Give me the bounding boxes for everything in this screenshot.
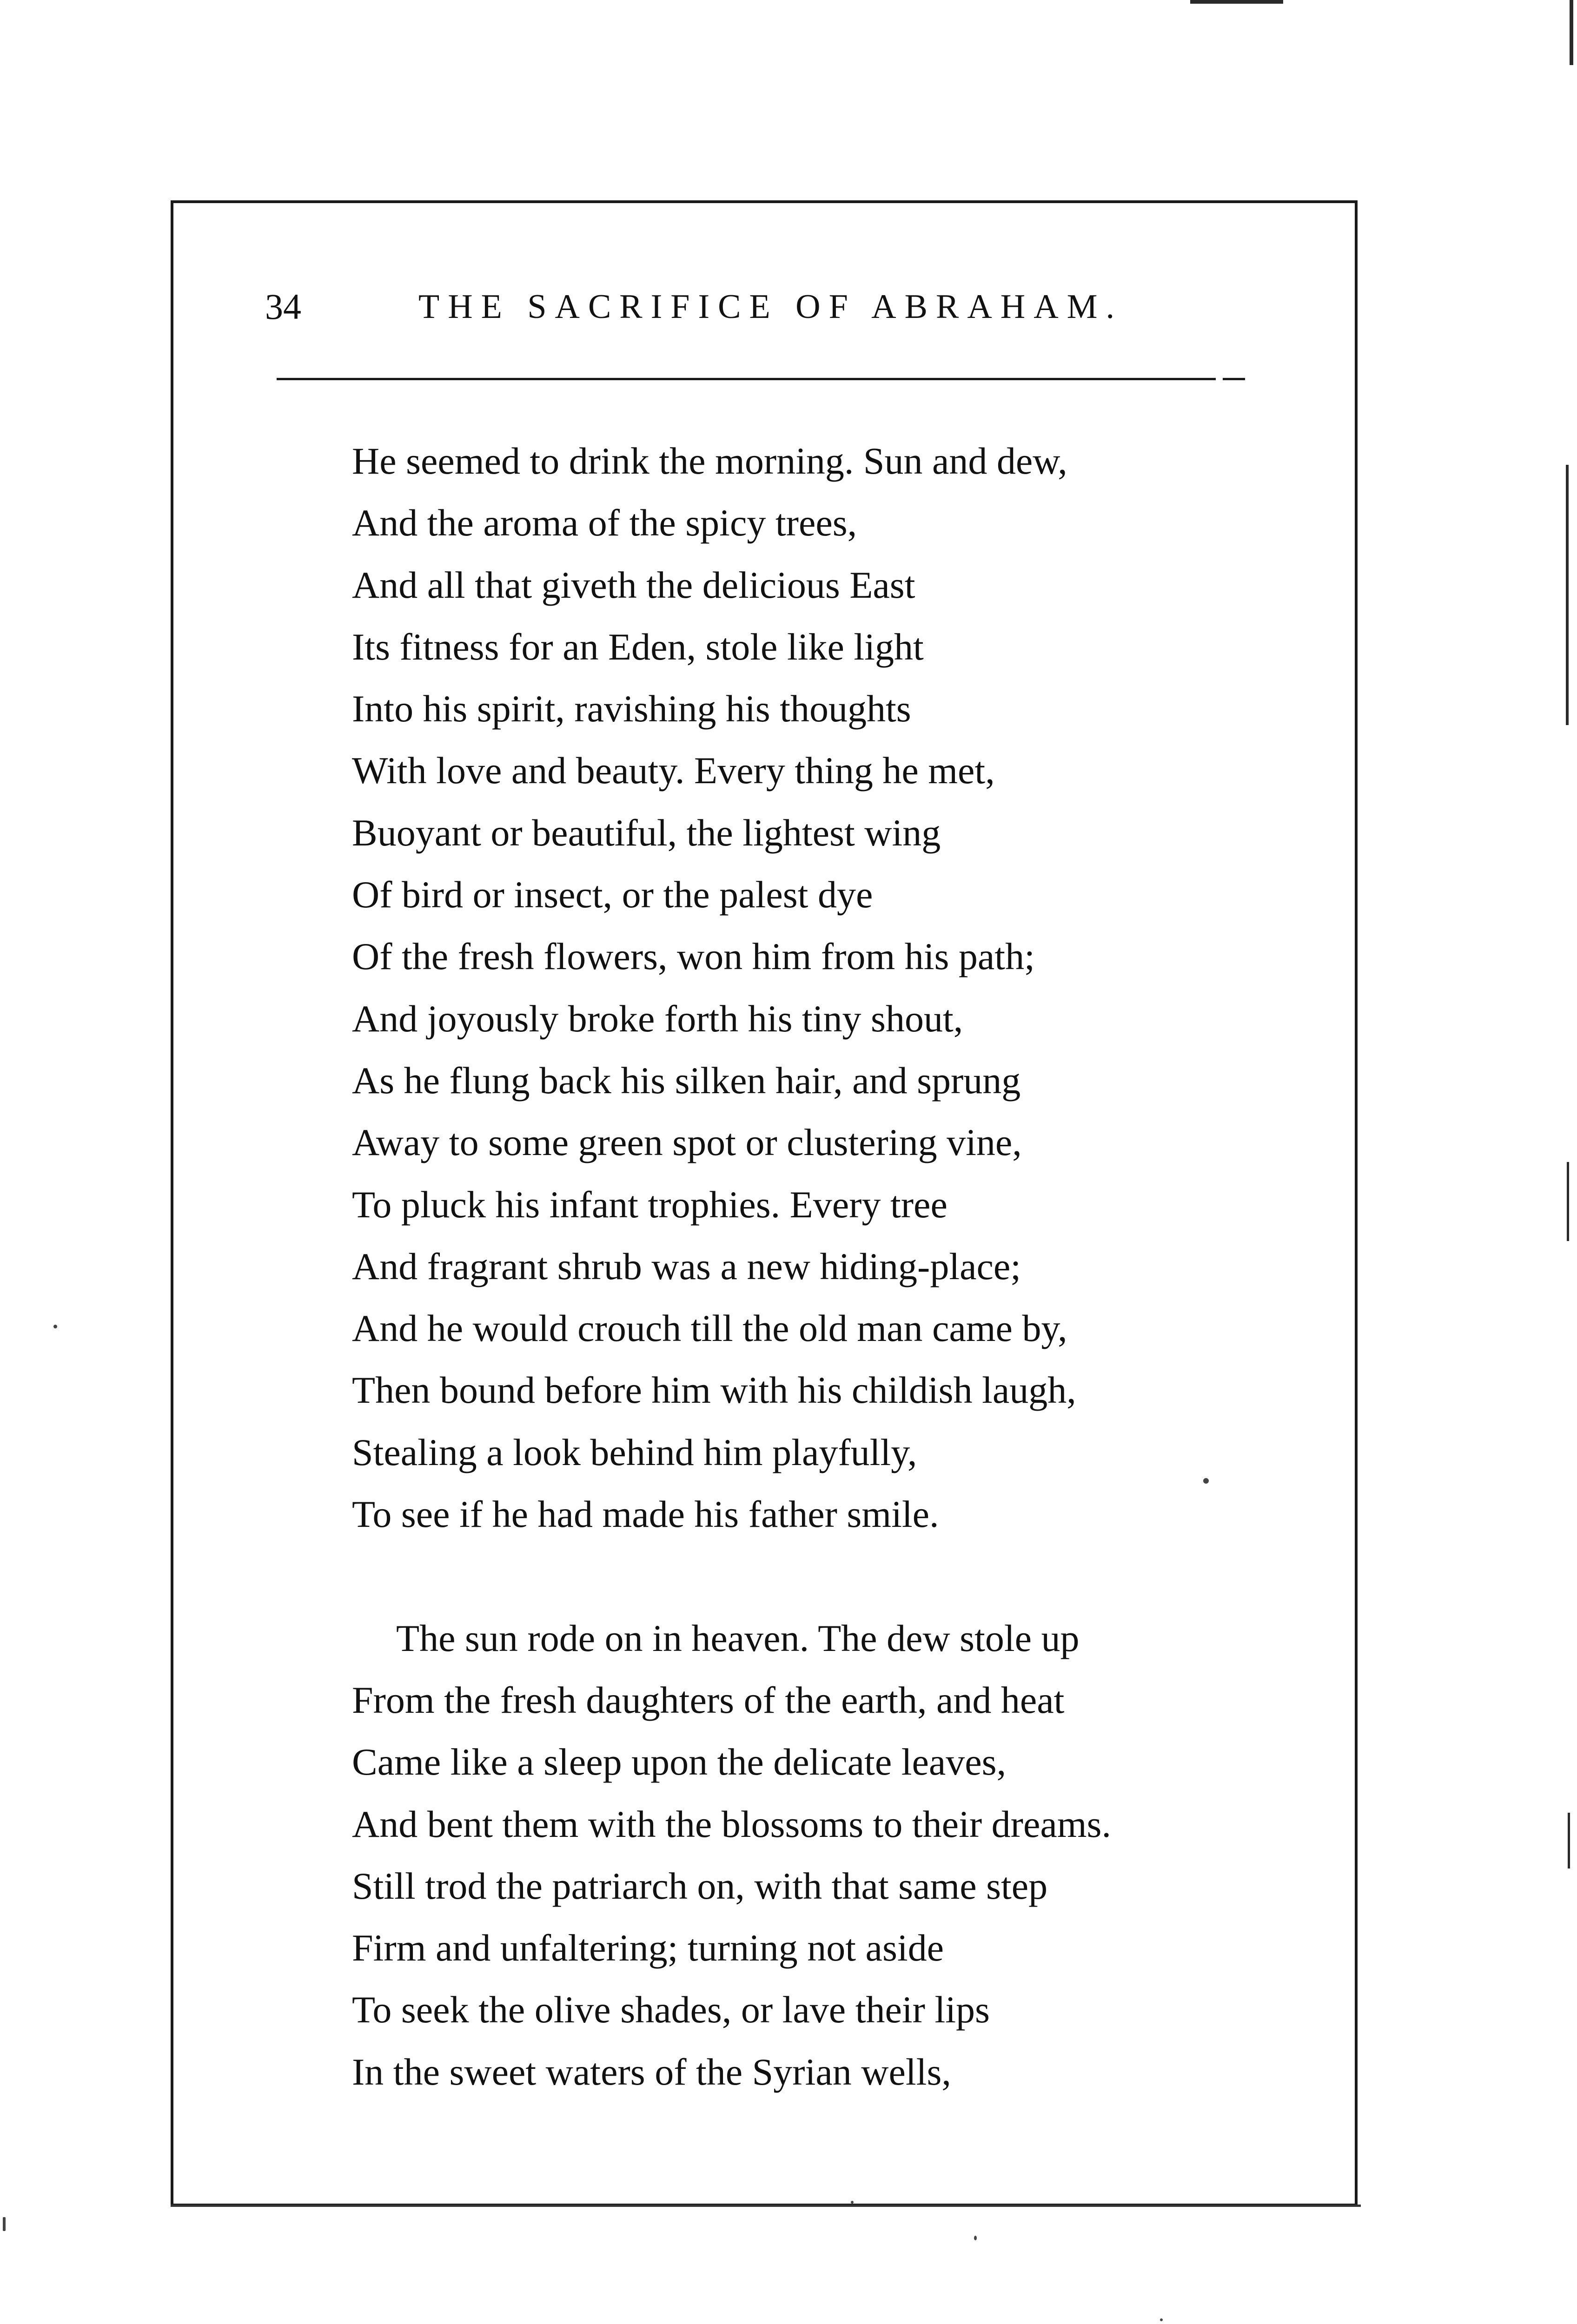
verse-line: As he flung back his silken hair, and sprung [352, 1059, 1021, 1102]
verse-line: And he would crouch till the old man came by, [352, 1307, 1067, 1350]
verse-line: Then bound before him with his childish laugh, [352, 1369, 1076, 1412]
scan-edge-mark [1568, 1813, 1570, 1868]
scan-speck [53, 1325, 57, 1328]
page-number: 34 [265, 286, 301, 327]
header-rule [277, 378, 1216, 380]
verse-line: And fragrant shrub was a new hiding-place; [352, 1245, 1021, 1287]
verse-line: With love and beauty. Every thing he met, [352, 749, 995, 792]
verse-line: Of bird or insect, or the palest dye [352, 873, 873, 916]
verse-line: Buoyant or beautiful, the lightest wing [352, 811, 941, 854]
stanza-1 [352, 430, 1305, 1545]
scan-edge-mark [1570, 0, 1573, 65]
scan-edge-mark [1190, 0, 1283, 4]
verse-line: Its fitness for an Eden, stole like light [352, 625, 924, 668]
verse-line: Stealing a look behind him playfully, [352, 1431, 917, 1473]
verse-line: To pluck his infant trophies. Every tree [352, 1183, 948, 1226]
running-head [265, 279, 1302, 339]
verse-line: And bent them with the blossoms to their dreams. [352, 1802, 1111, 1845]
verse-line: Into his spirit, ravishing his thoughts [352, 687, 911, 730]
poem-body [352, 430, 1305, 2103]
verse-line: To see if he had made his father smile. [352, 1493, 939, 1536]
header-rule-tail [1223, 378, 1245, 380]
verse-line: To seek the olive shades, or lave their lips [352, 1988, 990, 2031]
scan-edge-mark [1567, 1162, 1569, 1241]
verse-line: And all that giveth the delicious East [352, 563, 915, 606]
scan-speck [1203, 1478, 1209, 1484]
verse-line: Still trod the patriarch on, with that same step [352, 1864, 1048, 1907]
scan-speck [1160, 2318, 1163, 2321]
scan-speck [974, 2236, 977, 2240]
stanza-2 [352, 1607, 1305, 2103]
verse-line: The sun rode on in heaven. The dew stole up [396, 1617, 1080, 1659]
verse-line: He seemed to drink the morning. Sun and dew, [352, 440, 1067, 482]
verse-line: And joyously broke forth his tiny shout, [352, 997, 963, 1040]
running-title: THE SACRIFICE OF ABRAHAM. [418, 288, 1123, 326]
verse-line: And the aroma of the spicy trees, [352, 502, 857, 544]
scan-edge-mark [1566, 465, 1569, 725]
stanza-break [352, 1545, 1305, 1607]
verse-line: Of the fresh flowers, won him from his path; [352, 935, 1035, 978]
verse-line: Came like a sleep upon the delicate leaves, [352, 1741, 1007, 1783]
scan-speck [3, 2217, 6, 2231]
verse-line: From the fresh daughters of the earth, and heat [352, 1678, 1065, 1721]
verse-line: Firm and unfaltering; turning not aside [352, 1927, 944, 1969]
page-border-bottom-shadow [171, 2205, 1361, 2207]
scan-speck [851, 2201, 854, 2204]
verse-line: Away to some green spot or clustering vine, [352, 1121, 1022, 1164]
verse-line: In the sweet waters of the Syrian wells, [352, 2050, 951, 2093]
